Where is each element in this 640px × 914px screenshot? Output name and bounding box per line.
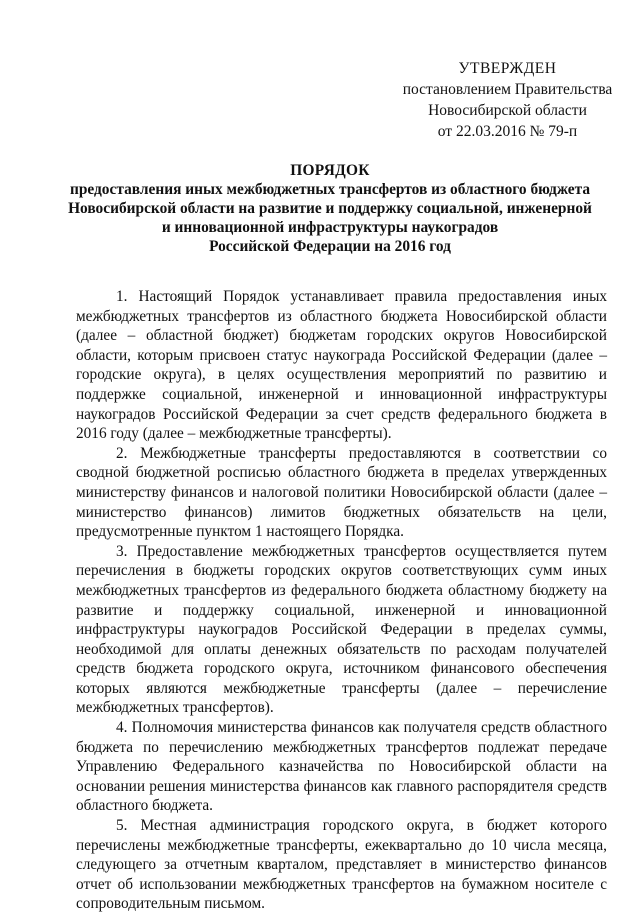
approval-title: УТВЕРЖДЕН: [458, 60, 557, 77]
document-subtitle-line-2: Новосибирской области на развитие и поддержку социальной, инженерной: [68, 200, 592, 217]
paragraph-2: 2. Межбюджетные трансферты предоставляются в соответствии со сводной бюджетной росписью областного бюджета в пределах утвержденных министерству финансов и налоговой политики Новосибирской области (далее – министерство финансов) лимитов бюджетных обязательств на цели, предусмотренные пунктом 1 настоящего Порядка.: [76, 444, 607, 541]
paragraph-5: 5. Местная администрация городского округа, в бюджет которого перечислены межбюджетные трансферты, ежеквартально до 10 числа месяца, следующего за отчетным кварталом, представляет в министерство финансов отчет об использовании межбюджетных трансфертов на бумажном носителе с сопроводительным письмом.: [76, 817, 607, 913]
document-subtitle-line-3: и инновационной инфраструктуры наукоградов: [161, 219, 499, 236]
document-title-block: [60, 161, 600, 256]
approval-stamp: [395, 58, 620, 142]
approval-line-decree: постановлением Правительства: [402, 81, 613, 98]
paragraph-1: 1. Настоящий Порядок устанавливает правила предоставления иных межбюджетных трансфертов из областного бюджета Новосибирской области (далее – областной бюджет) бюджетам городских округов Новосибирской области, которым присвоен статус наукограда Российской Федерации (далее – городские округа), в целях осуществления мероприятий по развитию и поддержке социальной, инженерной и инновационной инфраструктуры наукоградов Российской Федерации за счет средств федерального бюджета в 2016 году (далее – межбюджетные трансферты).: [76, 288, 607, 443]
document-subtitle-line-1: предоставления иных межбюджетных трансфертов из областного бюджета: [69, 181, 591, 198]
document-title: ПОРЯДОК: [290, 162, 370, 179]
paragraph-3: 3. Предоставление межбюджетных трансфертов осуществляется путем перечисления в бюджеты городских округов соответствующих сумм иных межбюджетных трансфертов из федерального бюджета областному бюджету на развитие и поддержку социальной, инженерной и инновационной инфраструктуры наукоградов Российской Федерации в пределах суммы, необходимой для оплаты денежных обязательств по расходам получателей средств бюджета городского округа, источником финансового обеспечения которых являются межбюджетные трансферты (далее – перечисление межбюджетных трансфертов).: [76, 542, 607, 717]
approval-line-date-number: от 22.03.2016 № 79-п: [437, 123, 578, 140]
document-subtitle-line-4: Российской Федерации на 2016 год: [209, 238, 451, 255]
paragraph-4: 4. Полномочия министерства финансов как получателя средств областного бюджета по перечислению межбюджетных трансфертов подлежат передаче Управлению Федерального казначейства по Новосибирской области на основании решения министерства финансов как главного распорядителя средств областного бюджета.: [76, 719, 607, 815]
approval-line-region: Новосибирской области: [428, 102, 587, 119]
document-body: [76, 287, 607, 914]
